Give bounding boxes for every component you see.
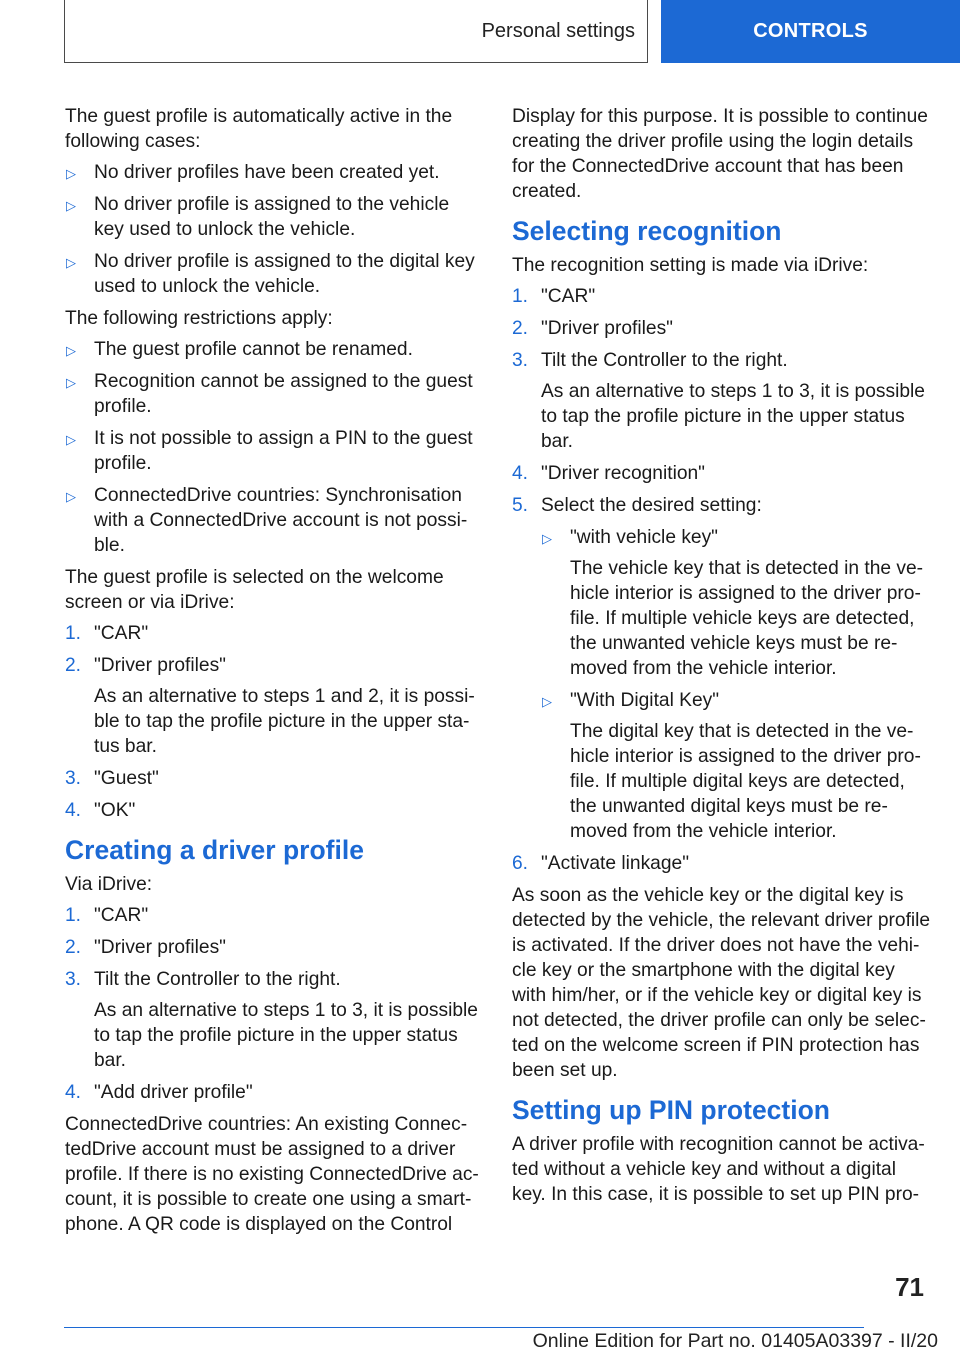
list-item: ▷ No driver profile is assigned to the vehicle key used to unlock the vehicle. — [66, 194, 450, 240]
paragraph: The following restrictions apply: — [65, 308, 333, 329]
bullet-triangle-icon: ▷ — [66, 198, 76, 213]
step-number: 2. — [65, 937, 82, 958]
bullet-triangle-icon: ▷ — [66, 432, 76, 447]
paragraph: The guest profile is automatically active in the following cases: — [65, 106, 453, 152]
header-chapter-tab — [661, 0, 960, 63]
bullet-triangle-icon: ▷ — [66, 343, 76, 358]
step-number: 2. — [65, 655, 82, 676]
list-item: 6. "Activate linkage" — [512, 853, 690, 874]
list-item: 2. "Driver profiles" — [65, 937, 226, 958]
paragraph: Via iDrive: — [65, 874, 153, 895]
step-number: 5. — [512, 495, 529, 516]
bullet-triangle-icon: ▷ — [66, 255, 76, 270]
paragraph: A driver profile with recognition cannot be activa-ted without a vehicle key and without a digital key. In this case, it is possible to set up PIN pro- — [512, 1134, 925, 1205]
bullet-triangle-icon: ▷ — [542, 531, 552, 546]
bullet-list-restrictions — [65, 337, 483, 558]
step-number: 4. — [512, 463, 529, 484]
sub-option-list — [541, 525, 932, 844]
numbered-list-guest — [65, 621, 483, 823]
list-item: 2. "Driver profiles" — [512, 318, 673, 339]
step-number: 4. — [65, 1082, 82, 1103]
list-item: ▷ "with vehicle key" The vehicle key that is detected in the ve-hicle interior is assigned to the driver pro-file. If multiple vehicle keys are detected, the unwanted vehicle keys must be re-moved from the vehicle interior. — [541, 525, 932, 681]
step-note: As an alternative to steps 1 to 3, it is possible to tap the profile picture in the upper status bar. — [94, 1000, 478, 1071]
step-number: 1. — [65, 905, 82, 926]
list-item: 4. "OK" — [65, 800, 136, 821]
list-item: ▷ No driver profile is assigned to the digital key used to unlock the vehicle. — [66, 251, 475, 297]
heading-setting-up-pin: Setting up PIN protection — [512, 1095, 830, 1125]
list-item: 2. "Driver profiles" As an alternative to steps 1 and 2, it is possi-ble to tap the profile picture in the upper sta-tus bar. — [65, 653, 483, 759]
numbered-list-create — [65, 903, 483, 1105]
heading-selecting-recognition: Selecting recognition — [512, 216, 782, 246]
footer-divider — [64, 1327, 864, 1328]
footer-edition: Online Edition for Part no. 01405A03397 - II/20 — [532, 1330, 938, 1352]
list-item: ▷ The guest profile cannot be renamed. — [65, 337, 483, 362]
bullet-triangle-icon: ▷ — [66, 489, 76, 504]
paragraph: The guest profile is selected on the welcome screen or via iDrive: — [65, 567, 444, 613]
step-number: 2. — [512, 318, 529, 339]
list-item: 3. Tilt the Controller to the right. As an alternative to steps 1 to 3, it is possible to tap the profile picture in the upper status bar. — [512, 348, 932, 454]
step-note: As an alternative to steps 1 and 2, it is possi-ble to tap the profile picture in the upper sta-tus bar. — [94, 686, 475, 757]
step-number: 4. — [65, 800, 82, 821]
step-number: 3. — [65, 768, 82, 789]
header-section-box — [64, 0, 648, 63]
left-column — [65, 104, 483, 1243]
section-title: Personal settings — [481, 19, 635, 42]
right-column — [512, 104, 932, 1213]
paragraph: ConnectedDrive countries: An existing Connec-tedDrive account must be assigned to a driver profile. If there is no existing ConnectedDrive ac-count, it is possible to create one using a smart-phone. A QR code is displayed on the Control — [65, 1114, 479, 1235]
paragraph: Display for this purpose. It is possible to continue creating the driver profile using the login details for the ConnectedDrive account that has been created. — [512, 106, 928, 202]
heading-creating-driver-profile: Creating a driver profile — [65, 835, 364, 865]
bullet-list-cases — [65, 160, 483, 299]
list-item: 1. "CAR" — [65, 623, 149, 644]
step-number: 6. — [512, 853, 529, 874]
list-item: ▷ ConnectedDrive countries: Synchronisation with a ConnectedDrive account is not possi-ble. — [66, 485, 468, 556]
bullet-triangle-icon: ▷ — [66, 375, 76, 390]
paragraph: As soon as the vehicle key or the digital key is detected by the vehicle, the relevant driver profile is activated. If the driver does not have the vehi-cle key or the smartphone with the digital key with him/her, or if the vehicle key or digital key is not detected, the driver profile can only be selec-ted on the welcome screen if PIN protection has been set up. — [512, 885, 931, 1081]
numbered-list-recognition — [512, 284, 932, 876]
list-item: 1. "CAR" — [512, 286, 596, 307]
list-item: ▷ It is not possible to assign a PIN to the guest profile. — [66, 428, 473, 474]
option-note: The digital key that is detected in the ve-hicle interior is assigned to the driver pro-file. If multiple digital keys are detected, the unwanted digital keys must be re-moved from the vehicle interior. — [570, 721, 921, 842]
step-number: 1. — [512, 286, 529, 307]
list-item: ▷ Recognition cannot be assigned to the guest profile. — [66, 371, 473, 417]
paragraph: The recognition setting is made via iDrive: — [512, 255, 869, 276]
list-item: 5. Select the desired setting: ▷ "with vehicle key" The vehicle key that is detected in the ve-hicle interior is assigned to the driver pro-file. If multiple vehicle keys are detected, the unwanted vehicle keys must be re-moved from the vehicle interior. ▷ "With Digital Key" The digital key that is detected in the ve-hicle interior is assigned to the driver pro-file. If multiple digital keys are detected, the unwanted digital keys must be re-moved from the vehicle interior. — [512, 493, 932, 844]
bullet-triangle-icon: ▷ — [66, 166, 76, 181]
option-note: The vehicle key that is detected in the ve-hicle interior is assigned to the driver pro-file. If multiple vehicle keys are detected, the unwanted vehicle keys must be re-moved from the vehicle interior. — [570, 558, 924, 679]
chapter-title: CONTROLS — [753, 20, 868, 42]
step-note: As an alternative to steps 1 to 3, it is possible to tap the profile picture in the upper status bar. — [541, 381, 925, 452]
list-item: 3. Tilt the Controller to the right. As an alternative to steps 1 to 3, it is possible to tap the profile picture in the upper status bar. — [65, 967, 483, 1073]
list-item: ▷ No driver profiles have been created yet. — [65, 160, 483, 185]
list-item: 4. "Driver recognition" — [512, 463, 705, 484]
step-number: 3. — [512, 350, 529, 371]
bullet-triangle-icon: ▷ — [542, 694, 552, 709]
step-number: 3. — [65, 969, 82, 990]
list-item: ▷ "With Digital Key" The digital key that is detected in the ve-hicle interior is assigned to the driver pro-file. If multiple digital keys are detected, the unwanted digital keys must be re-moved from the vehicle interior. — [541, 688, 932, 844]
list-item: 1. "CAR" — [65, 905, 149, 926]
page-number: 71 — [895, 1272, 924, 1302]
list-item: 3. "Guest" — [65, 768, 159, 789]
step-number: 1. — [65, 623, 82, 644]
list-item: 4. "Add driver profile" — [65, 1082, 253, 1103]
